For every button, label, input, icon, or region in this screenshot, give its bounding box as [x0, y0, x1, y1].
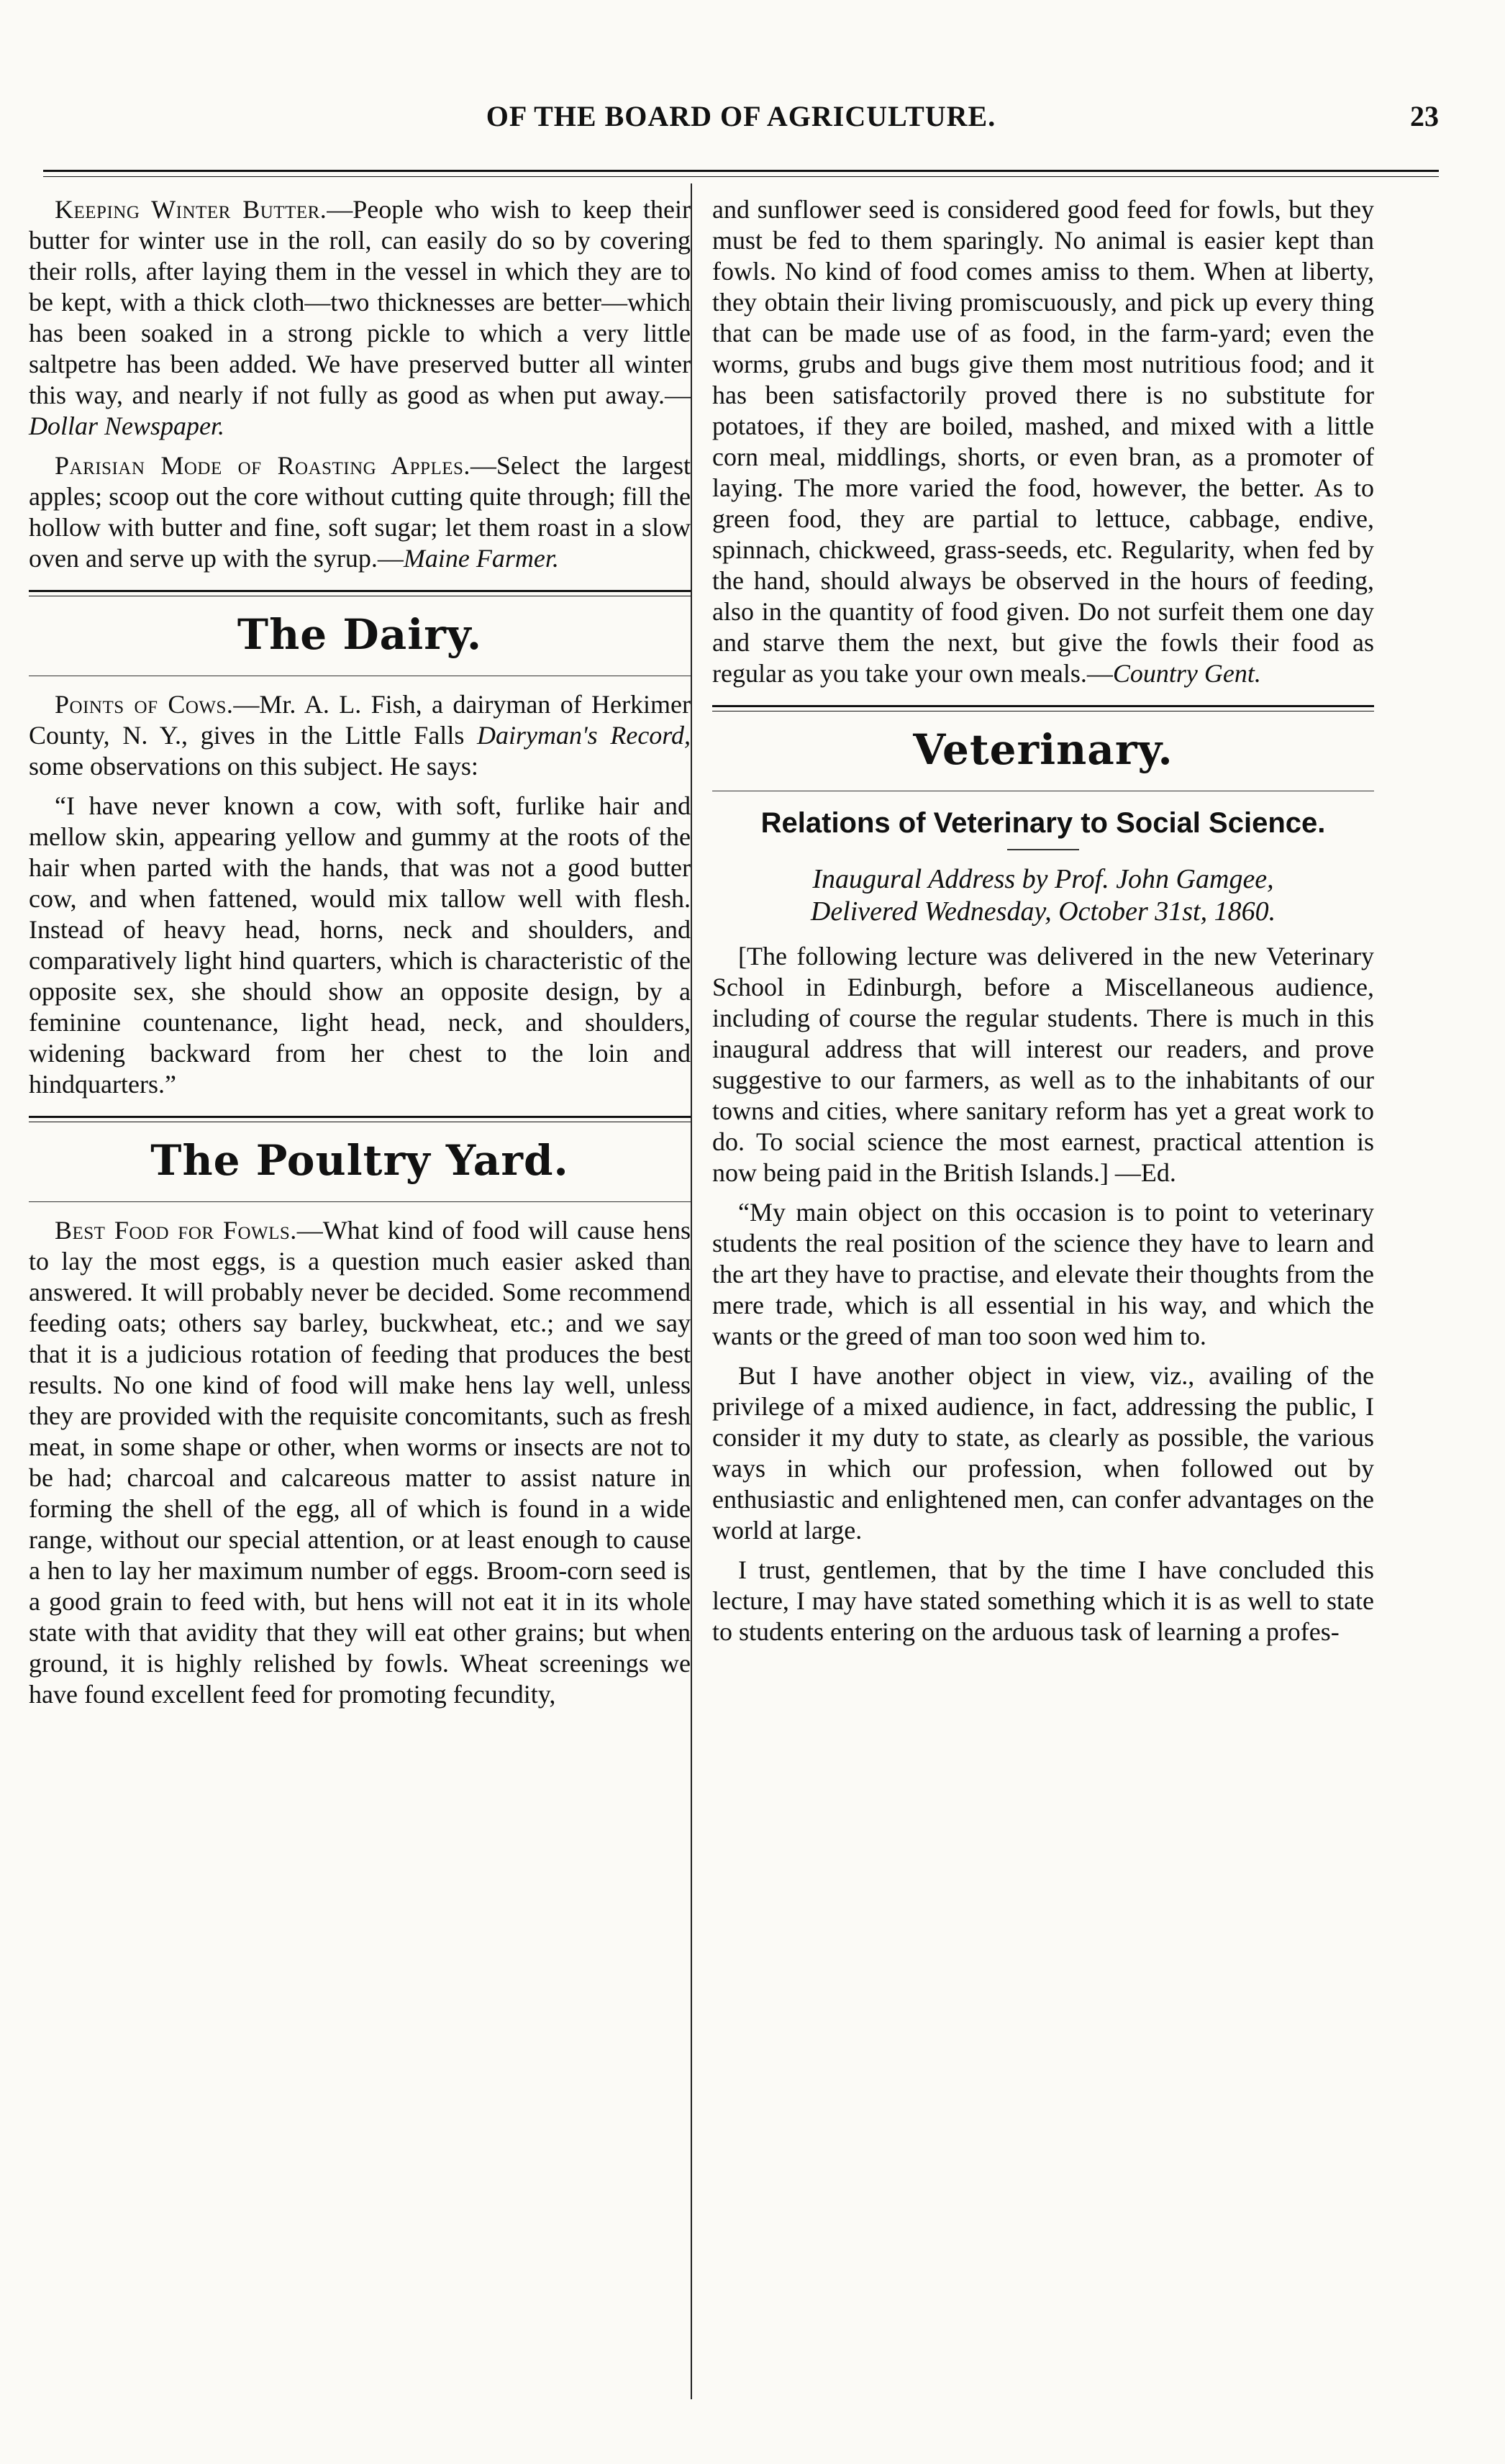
byline: [712, 863, 1374, 928]
poultry-source: Country Gent.: [1112, 659, 1261, 688]
poultry-cont-body: and sunflower seed is considered good feed for fowls, but they must be fed to them sparingly. No animal is easier kept than fowls. No kind of food comes amiss to them. When at liberty, they obtain their living promiscuously, and pick up every thing that can be made use of as food, in the farm-yard; even the worms, grubs and bugs give them most nutritious food; and it has been satisfactorily proved there is no substitute for potatoes, if they are boiled, mashed, and mixed with a little corn meal, middlings, shorts, or even bran, as a promoter of laying. The more varied the food, however, the better. As to green food, they are partial to lettuce, cabbage, endive, spinnach, chickweed, grass-seeds, etc. Regularity, when fed by the hand, should always be observed in the hours of feeding, also in the quantity of food given. Do not surfeit them one day and starve them the next, but give the fowls their food as regular as you take your own meals.—: [712, 195, 1374, 688]
byline-line-1: Inaugural Address by Prof. John Gamgee,: [812, 864, 1274, 894]
page-number: 23: [1410, 100, 1439, 132]
butter-source: Dollar Newspaper.: [29, 412, 225, 440]
dairy-paragraph: [29, 689, 691, 782]
butter-body: —People who wish to keep their butter for winter use in the roll, can easily do so by covering their rolls, after laying them in the vessel in which they are to be kept, with a thick cloth—two thicknesses are better—which has been soaked in a strong pickle to which a very little saltpetre has been added. We have preserved butter all winter this way, and nearly if not fully as good as when put away.—: [29, 195, 691, 409]
right-column: [712, 194, 1374, 1656]
address-paragraph-3: I trust, gentlemen, that by the time I have concluded this lecture, I may have stated something which it is as well to state to students entering on the arduous task of learning a profes-: [712, 1555, 1374, 1646]
dairy-lead: Points of Cows.: [55, 690, 234, 719]
poultry-body: —What kind of food will cause hens to lay the most eggs, is a question much easier asked than answered. It will probably never be decided. Some recommend feeding oats; others say barley, buckwheat, etc.; and we say that it is a judicious rotation of feeding that produces the best results. No one kind of food will make hens lay well, unless they are provided with the requisite concomitants, such as fresh meat, in some shape or other, when worms or insects are not to be had; charcoal and calcareous matter to assist nature in forming the shell of the egg, all of which is found in a wide range, without our special attention, or at least enough to cause a hen to lay her maximum number of eggs. Broom-corn seed is a good grain to feed with, but hens will not eat it in its whole state with that avidity that they will eat other grains; but when ground, it is highly relished by fowls. Wheat screenings we have found excellent feed for promoting fecundity,: [29, 1216, 691, 1709]
veterinary-heading: Veterinary.: [913, 725, 1173, 774]
section-rule: [29, 1116, 691, 1122]
address-paragraph-1: “My main object on this occasion is to point to veterinary students the real position of the science they have to learn and the art they have to practise, and elevate their thoughts from the mere trade, which is all essential in his way, and which the wants or the greed of man too soon wed him to.: [712, 1198, 1374, 1350]
section-rule: [29, 590, 691, 596]
dairy-body-2: some observations on this subject. He says:: [29, 752, 478, 781]
poultry-paragraph: [29, 1215, 691, 1710]
apples-body: —Select the largest apples; scoop out the core without cutting quite through; fill the hollow with butter and fine, soft sugar; let them roast in a slow oven and serve up with the syrup.—: [29, 451, 691, 573]
article-title: Relations of Veterinary to Social Science.: [760, 807, 1326, 839]
butter-paragraph: [29, 194, 691, 442]
dairy-body-1: —Mr. A. L. Fish, a dairyman of Herkimer County, N. Y., gives in the Little Falls: [29, 690, 691, 750]
butter-lead: Keeping Winter Butter.: [55, 195, 327, 224]
dairy-quote: “I have never known a cow, with soft, furlike hair and mellow skin, appearing yellow and gummy at the roots of the hair when parted with the hands, that was not a good butter cow, and when fattened, would mix tallow well with flesh. Instead of heavy head, horns, neck and shoulders, and comparatively light hind quarters, which is characteristic of the opposite sex, she should show an opposite design, by a feminine countenance, light head, neck, and shoulders, widening backward from her chest to the loin and hindquarters.”: [29, 791, 691, 1099]
address-paragraph-2: But I have another object in view, viz., availing of the privilege of a mixed audience, in fact, addressing the public, I consider it my duty to state, as clearly as possible, the various ways in which our profession, when followed out by enthusiastic and enlightened men, can confer advantages on the world at large.: [712, 1361, 1374, 1545]
poultry-heading: The Poultry Yard.: [150, 1136, 569, 1185]
apples-lead: Parisian Mode of Roasting Apples.: [55, 451, 470, 480]
left-column: [29, 194, 691, 1719]
apples-source: Maine Farmer.: [403, 544, 559, 573]
section-rule: [29, 1201, 691, 1202]
running-header: [43, 92, 1439, 142]
dairy-publication: Dairyman's Record,: [477, 721, 691, 750]
poultry-continued: [712, 194, 1374, 689]
column-divider: [691, 183, 692, 2399]
editor-intro: [The following lecture was delivered in the new Veterinary School in Edinburgh, before a Miscellaneous audience, including of course the regular students. There is much in this inaugural address that will interest our readers, and prove suggestive to our farmers, as well as to the inhabitants of our towns and cities, where sanitary reform has yet a great work to do. To social science the most earnest, practical attention is now being paid in the British Islands.] —Ed.: [712, 942, 1374, 1187]
running-title: OF THE BOARD OF AGRICULTURE.: [486, 100, 996, 132]
title-rule: [1007, 849, 1079, 850]
dairy-heading: The Dairy.: [237, 610, 483, 659]
header-rule: [43, 170, 1439, 177]
byline-line-2: Delivered Wednesday, October 31st, 1860.: [810, 896, 1276, 927]
section-rule: [712, 705, 1374, 712]
poultry-lead: Best Food for Fowls.: [55, 1216, 297, 1245]
apples-paragraph: [29, 450, 691, 574]
